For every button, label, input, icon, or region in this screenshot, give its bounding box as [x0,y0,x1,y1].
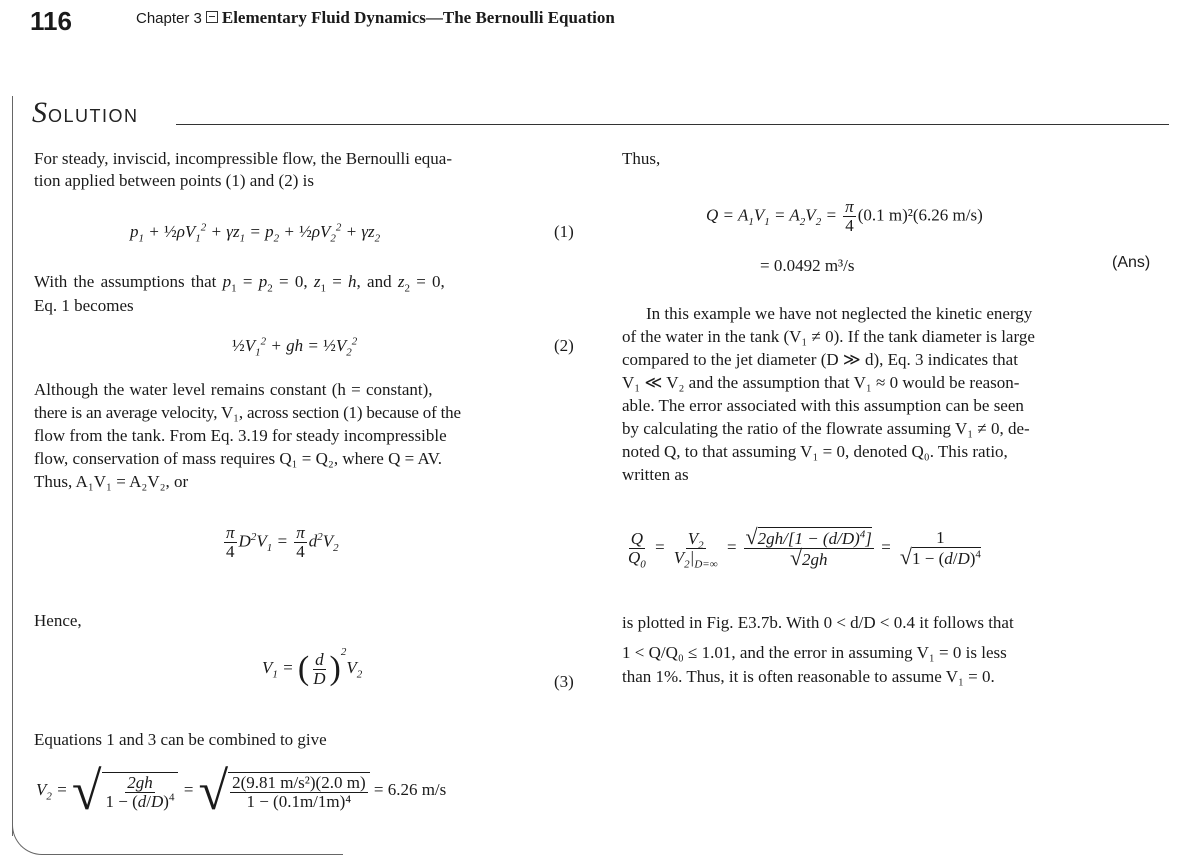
flowrate-equation: $Q = A_1V_1 = A_2V_2$ = $\frac{\pi}{4}$ (0.1 m)²(6.26 m/s) [706,197,983,235]
left-p3-line4: flow, conservation of mass requires Q₁ = Q₂, where Q = AV. [34,449,442,468]
ratio-equation: $\frac{Q}{Q_0}$ = $\frac{V_2}{V_2|_{D=\infty}}$ = $\frac{√2gh/[1 - (d/D)^4]}{√2gh}$ = $\frac{1}{√1 - (d/D)^4}$ [628,524,981,571]
flowrate-tail: (0.1 m)²(6.26 m/s) [857,205,983,225]
left-p3-line1: Although the water level remains constant (h = constant), [34,380,433,399]
flowrate-result: = 0.0492 m³/s [760,256,855,275]
left-p2-line1: With the assumptions that $p_1 = p_2 = 0$, $z_1 = h$, and $z_2 = 0$, [34,272,445,295]
solution-heading-initial: S [32,96,48,129]
heading-rule [176,124,1169,125]
chapter-header [136,8,615,28]
right-p4-line4: V₁ ≪ V₂ and the assumption that V₁ ≈ 0 would be reason- [622,373,1020,392]
chapter-box-icon [206,11,218,23]
right-p4-line3: compared to the jet diameter (D ≫ d), Eq. 3 indicates that [622,350,1018,369]
thus-label: Thus, [622,149,661,168]
right-p4-line2: of the water in the tank (V₁ ≠ 0). If the tank diameter is large [622,327,1035,346]
equation-1-number: (1) [554,222,574,241]
equation-3: $V_1$ = ( $\frac{d}{D}$ )$^2V_2$ [262,645,363,688]
left-p3-line3: flow from the tank. From Eq. 3.19 for steady incompressible [34,426,447,445]
right-p5-line3: than 1%. Thus, it is often reasonable to assume V₁ = 0. [622,667,995,686]
left-p2-line2: Eq. 1 becomes [34,296,134,315]
hence-label: Hence, [34,611,82,630]
v2-numeric-numerator: 2(9.81 m/s²)(2.0 m) [232,772,366,792]
right-p5-line1: is plotted in Fig. E3.7b. With 0 < d/D < 0.4 it follows that [622,613,1014,632]
solution-heading-rest: OLUTION [48,106,139,126]
velocity-v2-equation: $V_2$ = √ $\frac{2gh}{1 - (d/D)^4}$ = √ $\frac{\text{2(9.81 m/s²)(2.0 m)}}{\text{1 − (0.1m/1m)⁴}}$ = 6.26 m/s [36,761,447,821]
solution-heading [32,96,139,130]
chapter-prefix: Chapter 3 [136,10,202,27]
v2-numeric-denominator: 1 − (0.1m/1m)⁴ [246,791,352,811]
right-p5-line2: 1 < Q/Q₀ ≤ 1.01, and the error in assuming V₁ = 0 is less [622,643,1007,662]
right-p4-line6: by calculating the ratio of the flowrate assuming V₁ ≠ 0, de- [622,419,1030,438]
combine-text: Equations 1 and 3 can be combined to give [34,730,327,749]
chapter-title: Elementary Fluid Dynamics—The Bernoulli Equation [221,8,615,27]
v2-result: = 6.26 m/s [373,779,447,799]
right-p4-line1: In this example we have not neglected the kinetic energy [646,304,1033,323]
equation-2: $\frac{1}{2}V_1^2$ + gh = $\frac{1}{2}V_2^2$ [232,335,358,359]
left-p1-line1: For steady, inviscid, incompressible flow, the Bernoulli equa- [34,149,452,168]
right-p4-line8: written as [622,465,689,484]
right-p4-line7: noted Q, to that assuming V₁ = 0, denoted Q₀. This ratio, [622,442,1008,461]
right-p4-line5: able. The error associated with this assumption can be seen [622,396,1024,415]
answer-label: (Ans) [1112,254,1151,271]
continuity-equation: $\frac{\pi}{4}$ $D^2V_1$ = $\frac{\pi}{4}$ $d^2V_2$ [226,523,339,561]
equation-2-number: (2) [554,336,574,355]
left-margin-rule [12,96,13,836]
left-p1-line2: tion applied between points (1) and (2) is [34,171,314,190]
page-number: 116 [30,6,72,36]
left-p3-line5: Thus, A₁V₁ = A₂V₂, or [34,472,189,491]
equation-3-number: (3) [554,672,574,691]
equation-1: $p_1$ + $\frac{1}{2}\rho V_1^2 + \gamma z_1 = p_2$ + $\frac{1}{2}\rho V_2^2 + \gamma z_2$ [130,221,381,245]
left-p3-line2: there is an average velocity, V₁, across section (1) because of the [34,403,461,422]
